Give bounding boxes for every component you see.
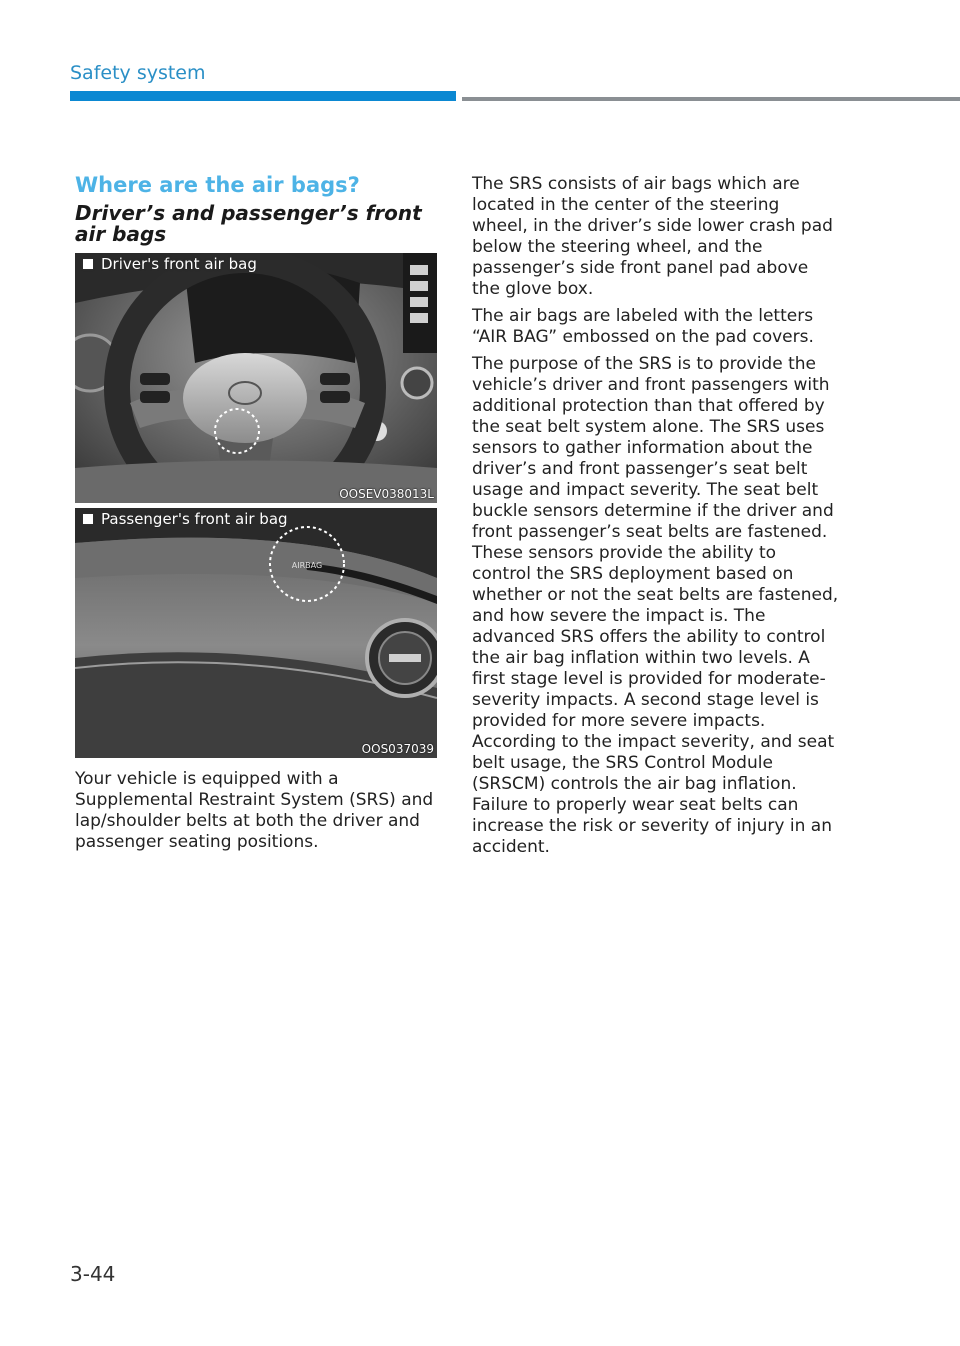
body-paragraph: Your vehicle is equipped with a Supplemental Restraint System (SRS) and lap/shoulder belts at both the driver and passenger seating positions. [75, 769, 434, 852]
header-rule-blue [70, 91, 456, 101]
section-title: Where are the air bags? [75, 173, 360, 197]
page-header-title: Safety system [70, 62, 206, 84]
square-bullet-icon [83, 259, 93, 269]
passenger-dash-illustration [75, 508, 437, 758]
figure-caption-text: Passenger's front air bag [101, 510, 288, 528]
body-paragraph: The SRS consists of air bags which are located in the center of the steering wheel, in the driver’s side lower crash pad below the steering wheel, and the passenger’s side front panel pad above the glove box. [472, 174, 833, 299]
airbag-emboss-text: AIRBAG [291, 561, 323, 570]
figure-code: OOSEV038013L [339, 487, 434, 501]
figure-code: OOS037039 [361, 742, 434, 756]
subsection-title: Driver’s and passenger’s front air bags [75, 201, 422, 246]
figure-passenger-airbag [75, 508, 437, 758]
body-paragraph: The air bags are labeled with the letters “AIR BAG” embossed on the pad covers. [472, 306, 814, 347]
body-paragraph: The purpose of the SRS is to provide the vehicle’s driver and front passengers with additional protection than that offered by the seat belt system alone. The SRS uses sensors to gather information about the driver’s and front passenger’s seat belt usage and impact severity. The seat belt buckle sensors determine if the driver and front passenger’s seat belts are fastened. These sensors provide the ability to control the SRS deployment based on whether or not the seat belts are fastened, and how severe the impact is. The advanced SRS offers the ability to control the air bag inflation within two levels. A first stage level is provided for moderate-severity impacts. A second stage level is provided for more severe impacts. According to the impact severity, and seat belt usage, the SRS Control Module (SRSCM) controls the air bag inflation. Failure to properly wear seat belts can increase the risk or severity of injury in an accident. [472, 354, 839, 857]
figure-caption [83, 510, 288, 528]
left-column [75, 172, 437, 859]
figure-caption-text: Driver's front air bag [101, 255, 257, 273]
right-column [472, 174, 840, 864]
figure-caption [83, 255, 257, 273]
page-number: 3-44 [70, 1262, 116, 1286]
figure-driver-airbag [75, 253, 437, 503]
steering-wheel-illustration [75, 253, 437, 503]
square-bullet-icon [83, 514, 93, 524]
header-rule-grey [462, 97, 960, 101]
